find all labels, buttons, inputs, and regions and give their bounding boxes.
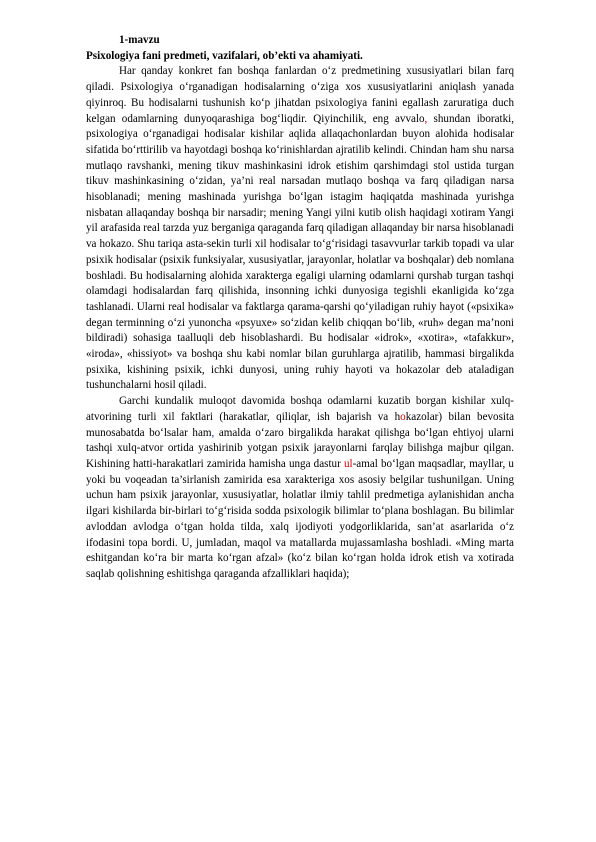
paragraph-1-text-a: Har qanday konkret fan boshqa fanlardan o‘z predmetining xususiyatlari bilan farq qiladi. Psixologiya o‘rganadigan hodisalarning o‘ziga xos xususiyatlarini aniqlash yanada qiyinroq. Bu hodisalarni tushunish ko‘p jihatdan psixologiya fanini egallash zaruratiga duch kelgan odamlarning dunyoqarashiga bog‘liqdir. Qiyinchilik, eng avvalo bbox=[86, 65, 514, 125]
topic-number: 1-mavzu bbox=[119, 34, 160, 46]
paragraph-1-text-c: shundan iboratki, psixologiya o‘rganadigai hodisalar kishilar aqlida allaqachonlardan buyon alohida hodisalar sifatida bo‘rttirilib va hayotdagi boshqa ko‘rinishlardan ajratilib kelindi. Chindan ham shu narsa mutlaqo ravshanki, mening tikuv mashinkasini idrok etishim qarshimdagi stol ustida turgan tikuv mashinkasining o‘zidan, ya’ni real narsadan mutlaqo boshqa va farq qiladigan narsa hisoblanadi; mening mashinada yurishga bo‘lgan istagim haqiqatda mashinada yurishga nisbatan allaqanday boshqa bir narsadir; mening Yangi yilni kutib olish haqidagi xotiram Yangi yil arafasida real tarzda yuz berganiga qaraganda farq qiladigan allaqanday bir narsa hisoblanadi va hokazo. Shu tariqa asta-sekin turli xil hodisalar to‘g‘risidagi tasavvurlar tarkib topadi va ular psixik hodisalar (psixik funksiyalar, xususiyatlar, jarayonlar, holatlar va boshqalar) deb nomlana boshladi. Bu hodisalarning alohida xarakterga egaligi ularning odamlarni qurshab turgan tashqi olamdagi hodisalardan farq qilishida, insonning ichki dunyosiga tegishli ekanligida ko‘zga tashlanadi. Ularni real hodisalar va faktlarga qarama-qarshi qo‘yiladigan ruhiy hayot («psixika» degan terminning o‘zi yunoncha «psyuxe» so‘zidan kelib chiqqan bo‘lib, «ruh» degan ma’noni bildiradi) sohasiga taalluqli deb hisoblashardi. Bu hodisalar «idrok», «xotira», «tafakkur», «iroda», «hissiyot» va boshqa shu kabi nomlar bilan guruhlarga ajratilib, hammasi birgalikda psixika, kishining psixik, ichki dunyosi, uning ruhiy hayoti va hokazolar deb ataladigan tushunchalarni hosil qiladi. bbox=[86, 112, 514, 392]
document-title: Psixologiya fani predmeti, vazifalari, ob’ekti va ahamiyati. bbox=[86, 49, 363, 62]
paragraph-2-text-a: Garchi kundalik muloqot davomida boshqa odamlarni kuzatib borgan kishilar xulq-atvorining turli xil faktlari (harakatlar, qiliqlar, ish bajarish va h bbox=[86, 395, 514, 423]
paragraph-2-red-letter: o bbox=[400, 410, 406, 423]
document-page bbox=[86, 33, 514, 583]
paragraph-2-red-word: ul bbox=[343, 457, 353, 470]
paragraph-2-text-c: kazolar) bilan bevosita munosabatda bo‘lsalar ham bbox=[86, 410, 514, 439]
paragraph-1 bbox=[86, 64, 514, 394]
paragraph-2-blue-comma: , bbox=[211, 426, 215, 439]
paragraph-2-text-g: -amal bo‘lgan maqsadlar, mayllar, u yoki bu voqeadan ta’sirlanish zamirida esa xarakteriga xos asosiy belgilar tushunilgan. Uning uchun ham psixik jarayonlar, xususiyatlar, holatlar ilmiy tahlil predmetiga aylanishidan ancha ilgari kishilarda bir-birlari to‘g‘risida sodda psixologik bilimlar to‘plana boshlagan. Bu bilimlar avloddan avlodga o‘tgan holda tilda, xalq ijodiyoti yodgorliklarida, san’at asarlarida o‘z ifodasini topa bordi. U, jumladan, maqol va matallarda mujassamlasha boshladi. «Ming marta eshitgandan ko‘ra bir marta ko‘rgan afzal» (ko‘z bilan ko‘rgan holda idrok etish va xotirada saqlab qolishning eshitishga qaraganda afzalliklari haqida); bbox=[86, 457, 514, 580]
paragraph-2-text-e: amalda o‘zaro birgalikda harakat qilishga bo‘lgan ehtiyoj ularni tashqi xulq-atvor ortida yashirinib yotgan psixik jarayonlarni farqlay bilishga majbur qilgan. Kishining hatti-harakatlari zamirida hamisha unga dastur bbox=[86, 426, 515, 470]
paragraph-2 bbox=[86, 394, 514, 582]
paragraph-1-red-comma: , bbox=[424, 112, 428, 125]
